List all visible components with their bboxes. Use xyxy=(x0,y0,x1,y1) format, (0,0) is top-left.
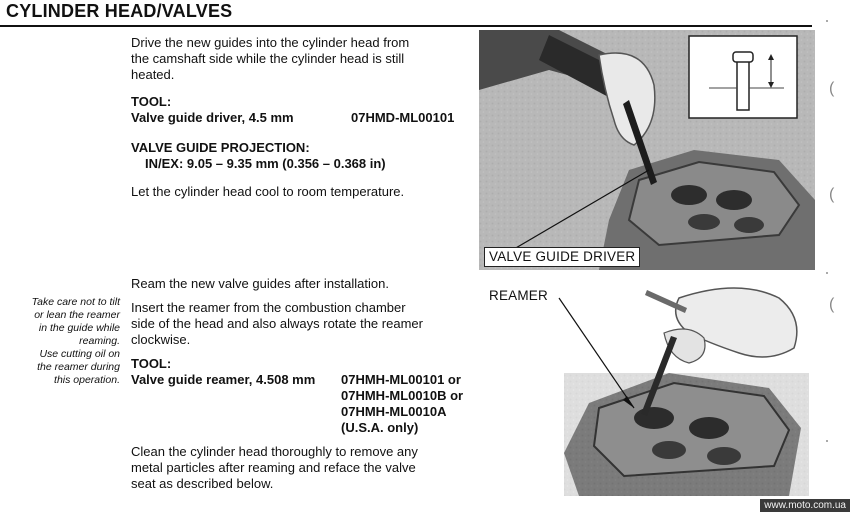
tool-number: 07HMD-ML00101 xyxy=(351,110,455,125)
install-line: heated. xyxy=(131,67,175,82)
reamer-label: REAMER xyxy=(489,288,548,303)
reamer-tool-number: 07HMH-ML00101 or xyxy=(341,372,461,387)
valve-guide-driver-label: VALVE GUIDE DRIVER xyxy=(484,247,640,267)
clean-instructions xyxy=(131,444,476,492)
projection-heading: VALVE GUIDE PROJECTION: xyxy=(131,140,310,155)
tool-heading: TOOL: xyxy=(131,94,172,109)
reamer-instructions xyxy=(131,300,476,348)
reamer-photo xyxy=(539,278,811,496)
side-note-line: Take care not to tilt xyxy=(31,296,120,308)
tool-name: Valve guide driver, 4.5 mm xyxy=(131,110,294,125)
watermark: www.moto.com.ua xyxy=(760,499,850,512)
title-rule xyxy=(0,25,812,27)
clean-line: metal particles after reaming and reface the valve xyxy=(131,460,416,475)
tool-heading: TOOL: xyxy=(131,356,172,371)
side-note-line: or lean the reamer xyxy=(34,309,120,321)
clean-line: Clean the cylinder head thoroughly to remove any xyxy=(131,444,418,459)
install-line: Drive the new guides into the cylinder head from xyxy=(131,35,410,50)
binding-mark: ( xyxy=(829,80,835,97)
side-note-line: Use cutting oil on xyxy=(39,348,120,360)
scan-dot xyxy=(826,440,828,442)
binding-mark: ( xyxy=(829,296,835,313)
binding-mark: ( xyxy=(829,186,835,203)
reamer-tool-name: Valve guide reamer, 4.508 mm xyxy=(131,372,316,387)
side-note-line: in the guide while xyxy=(38,322,120,334)
reamer-line: clockwise. xyxy=(131,332,191,347)
clean-line: seat as described below. xyxy=(131,476,274,491)
scan-dot xyxy=(826,20,828,22)
cool-instruction: Let the cylinder head cool to room temperature. xyxy=(131,184,405,199)
reamer-tool-number: 07HMH-ML0010A xyxy=(341,404,447,419)
driver-illustration xyxy=(479,30,815,270)
page-title: CYLINDER HEAD/VALVES xyxy=(6,1,233,21)
valve-guide-driver-photo xyxy=(479,30,815,270)
projection-value: IN/EX: 9.05 – 9.35 mm (0.356 – 0.368 in) xyxy=(145,156,386,171)
side-note xyxy=(8,296,120,387)
install-line: the camshaft side while the cylinder head is still xyxy=(131,51,405,66)
side-note-line: reaming. xyxy=(79,335,120,347)
reamer-line: Insert the reamer from the combustion chamber xyxy=(131,300,406,315)
reamer-tool-numbers xyxy=(341,372,463,436)
scan-dot xyxy=(826,272,828,274)
reamer-illustration xyxy=(539,278,811,496)
reamer-line: side of the head and also always rotate the reamer xyxy=(131,316,423,331)
reamer-tool-number: (U.S.A. only) xyxy=(341,420,419,435)
side-note-line: this operation. xyxy=(54,374,120,386)
side-note-line: the reamer during xyxy=(37,361,120,373)
reamer-tool-number: 07HMH-ML0010B or xyxy=(341,388,464,403)
ream-instruction: Ream the new valve guides after installation. xyxy=(131,276,389,291)
install-instructions xyxy=(131,35,476,83)
